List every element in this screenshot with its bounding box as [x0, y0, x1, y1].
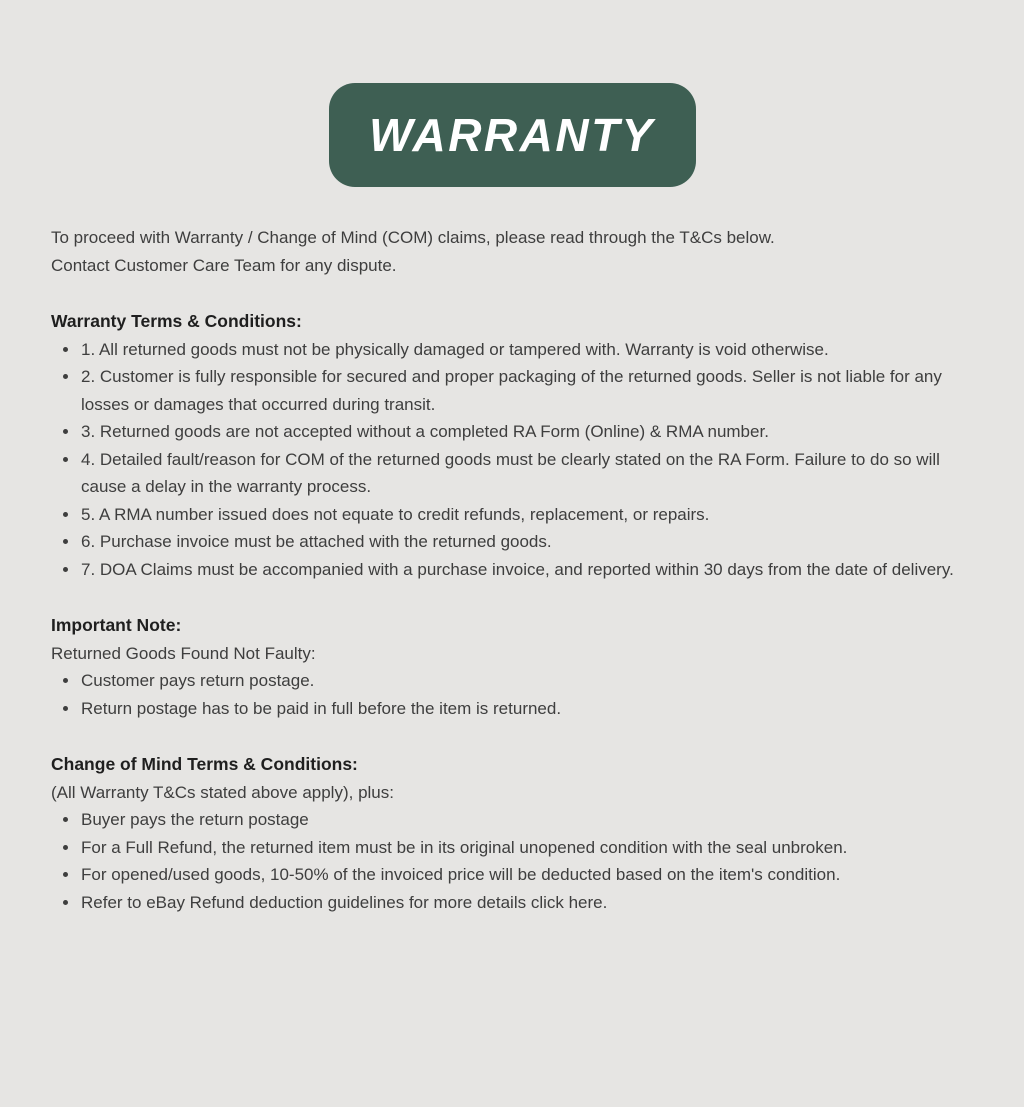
change-of-mind-heading: Change of Mind Terms & Conditions:: [51, 754, 358, 774]
list-item: • 4. Detailed fault/reason for COM of the returned goods must be clearly stated on the RA Form. Failure to do so will cause a delay in the warranty process.: [80, 446, 966, 501]
warranty-terms-list: [51, 336, 966, 584]
important-note-list: [51, 667, 966, 722]
list-item: • 2. Customer is fully responsible for secured and proper packaging of the returned goods. Seller is not liable for any losses or damages that occurred during transit.: [80, 363, 966, 418]
warranty-title-badge: [329, 83, 696, 187]
list-item: [80, 889, 966, 917]
change-of-mind-list: [51, 806, 966, 916]
intro-line-2: Contact Customer Care Team for any dispute.: [51, 255, 397, 275]
list-item: • 5. A RMA number issued does not equate to credit refunds, replacement, or repairs.: [80, 501, 966, 529]
list-item: • Customer pays return postage.: [80, 667, 966, 695]
change-of-mind-intro: (All Warranty T&Cs stated above apply), plus:: [51, 782, 394, 802]
important-note-intro: Returned Goods Found Not Faulty:: [51, 643, 316, 663]
section-important-note: [51, 612, 966, 722]
click-here-link[interactable]: click here.: [530, 892, 608, 912]
intro-line-1: To proceed with Warranty / Change of Mind (COM) claims, please read through the T&Cs below.: [51, 228, 775, 247]
list-item: • For opened/used goods, 10-50% of the invoiced price will be deducted based on the item's condition.: [80, 861, 966, 889]
list-item: • Return postage has to be paid in full before the item is returned.: [80, 695, 966, 723]
document-body: [51, 224, 966, 916]
list-item: • 6. Purchase invoice must be attached with the returned goods.: [80, 528, 966, 556]
list-item: • Buyer pays the return postage: [80, 806, 966, 834]
important-note-heading: Important Note:: [51, 615, 182, 635]
list-item: • 7. DOA Claims must be accompanied with a purchase invoice, and reported within 30 days from the date of delivery.: [80, 556, 966, 584]
warranty-title: WARRANTY: [369, 109, 655, 161]
section-change-of-mind: [51, 751, 966, 916]
list-item: • 1. All returned goods must not be physically damaged or tampered with. Warranty is void otherwise.: [80, 336, 966, 364]
refund-guidelines-text: Refer to eBay Refund deduction guidelines for more details: [81, 892, 531, 912]
section-warranty-terms: [51, 308, 966, 583]
list-item: • 3. Returned goods are not accepted without a completed RA Form (Online) & RMA number.: [80, 418, 966, 446]
warranty-document: [0, 83, 1024, 1107]
list-item: • For a Full Refund, the returned item must be in its original unopened condition with the seal unbroken.: [80, 834, 966, 862]
warranty-terms-heading: Warranty Terms & Conditions:: [51, 311, 302, 331]
